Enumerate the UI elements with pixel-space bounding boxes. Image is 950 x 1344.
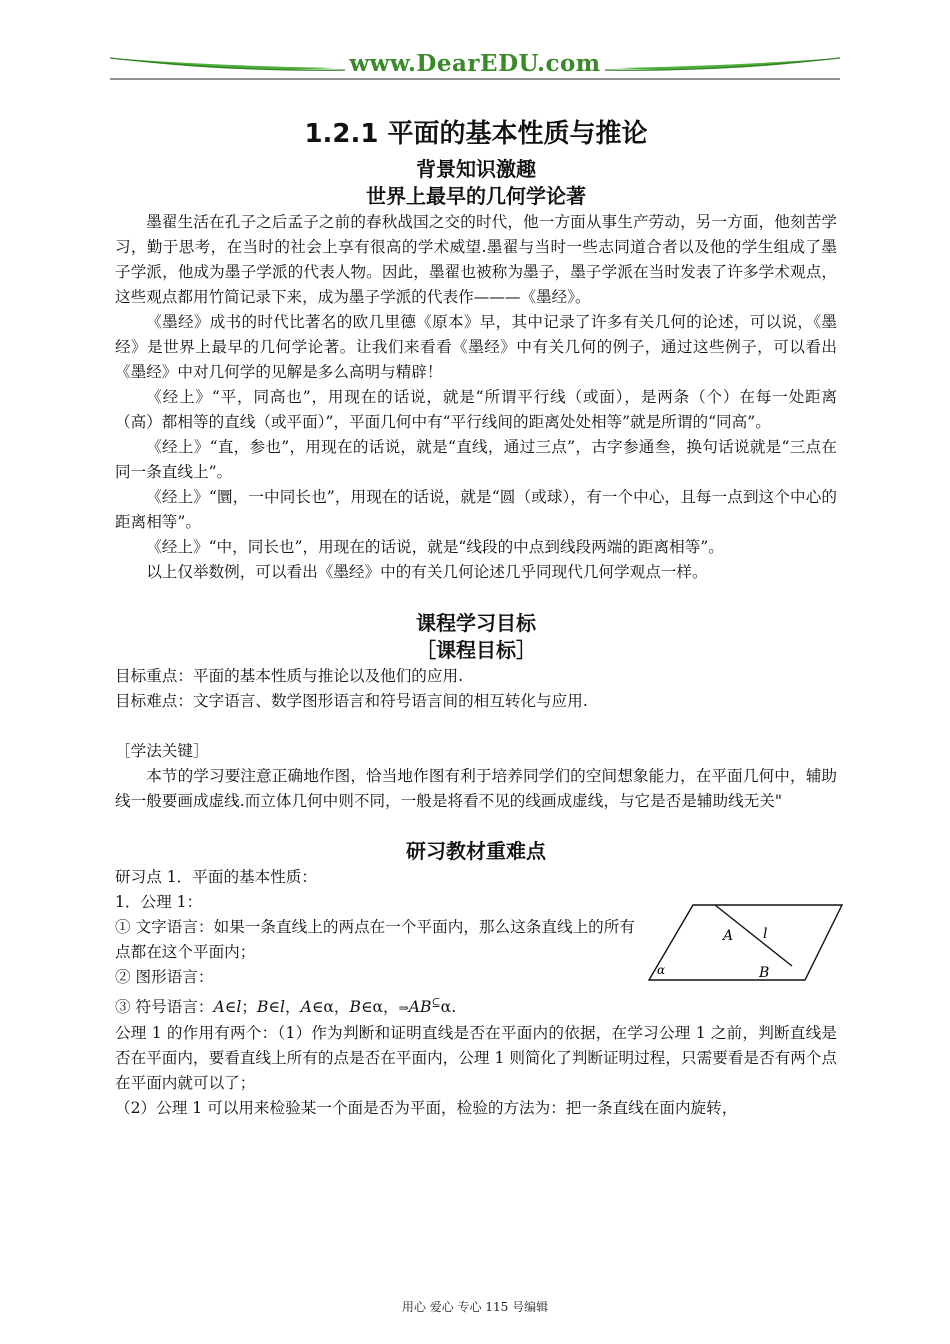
symbol-part: ， (284, 998, 301, 1016)
symbol-part: B (256, 998, 269, 1016)
paragraph-summary: 以上仅举数例，可以看出《墨经》中的有关几何论述几乎同现代几何学观点一样。 (146, 563, 708, 581)
method-label: ［学法关键］ (115, 742, 209, 760)
spacer (115, 714, 837, 739)
spacer (115, 826, 837, 838)
axiom-roles-intro: 公理 1 的作用有两个：（1）作为判断和证明直线是否在平面内的依据，在学习公理 1 之前，判断直线是否在平面内，要看直线上所有的点是否在平面内，公理 1 则简化了判断证明过程，只需要看是否有两个点在平面内就可以了； (115, 1024, 837, 1092)
symbol-part: ∈α， (360, 998, 399, 1016)
symbol-part: l (236, 998, 242, 1016)
section-subheading-goals: ［课程目标］ (416, 638, 536, 662)
symbol-part: A (300, 998, 312, 1016)
symbol-prefix: ③ 符号语言： (115, 998, 214, 1016)
paragraph-zhi: 《经上》“直，参也”，用现在的话说，就是“直线，通过三点”，古字参通叁，换句话说就是“三点在同一条直线上”。 (115, 438, 837, 481)
goal-difficulty: 目标难点：文字语言、数学图形语言和符号语言间的相互转化与应用. (115, 692, 588, 710)
section-heading-goals: 课程学习目标 (416, 611, 536, 635)
figure-label-B: B (759, 965, 770, 981)
paragraph-ping: 《经上》“平，同高也”，用现在的话说，就是“所谓平行线（或面），是两条（个）在每一处距离（高）都相等的直线（或平面）”，平面几何中有“平行线间的距离处处相等”就是所谓的“同高”。 (115, 388, 837, 431)
study-point-label: 研习点 1．平面的基本性质： (115, 868, 318, 886)
method-text: 本节的学习要注意正确地作图，恰当地作图有利于培养同学们的空间想象能力，在平面几何中，辅助线一般要画成虚线.而立体几何中则不同，一般是将看不见的线画成虚线，与它是否是辅助线无关" (115, 767, 837, 810)
axiom-text-language: ① 文字语言：如果一条直线上的两点在一个平面内，那么这条直线上的所有点都在这个平面内； (115, 918, 635, 961)
plane-line-figure (643, 904, 843, 982)
goal-focus: 目标重点：平面的基本性质与推论以及他们的应用. (115, 667, 464, 685)
paragraph-mozi-intro: 墨翟生活在孔子之后孟子之前的春秋战国之交的时代，他一方面从事生产劳动，另一方面，他刻苦学习，勤于思考，在当时的社会上享有很高的学术威望.墨翟与当时一些志同道合者以及他的学生组成了墨子学派，他成为墨子学派的代表人物。因此，墨翟也被称为墨子，墨子学派在当时发表了许多学术观点，这些观点都用竹简记录下来，成为墨子学派的代表作———《墨经》。 (115, 213, 837, 306)
axiom-graph-language: ② 图形语言： (115, 968, 214, 986)
symbol-part: A (213, 998, 225, 1016)
implies-symbol: ⇒ (398, 1001, 409, 1015)
figure-label-alpha: α (657, 963, 666, 977)
figure-label-A: A (723, 928, 734, 944)
page-footer: 用心 爱心 专心 115 号编辑 (401, 1300, 549, 1314)
spacer (115, 585, 837, 610)
paragraph-yuan: 《经上》“圜，一中同长也”，用现在的话说，就是“圆（或球），有一个中心，且每一点到这个中心的距离相等”。 (115, 488, 837, 531)
figure-label-l: l (763, 926, 768, 942)
section-subheading-earliest: 世界上最早的几何学论著 (366, 184, 586, 208)
page-header (110, 48, 840, 86)
symbol-part: l (279, 998, 285, 1016)
axiom-label: 1．公理 1： (115, 893, 203, 911)
paragraph-zhong: 《经上》“中，同长也”，用现在的话说，就是“线段的中点到线段两端的距离相等”。 (146, 538, 724, 556)
section-heading-background: 背景知识激趣 (416, 157, 536, 181)
subset-symbol: ⊆ (431, 996, 441, 1009)
symbol-part: B (349, 998, 361, 1016)
axiom-block (115, 890, 837, 1021)
symbol-part: AB (408, 998, 432, 1016)
document-body (115, 112, 837, 1121)
plane-alpha (649, 905, 842, 980)
site-logo[interactable]: www.DearEDU.com (349, 50, 601, 77)
symbol-part: ∈ (268, 998, 280, 1016)
symbol-part: α. (440, 998, 457, 1016)
symbol-part: ∈α， (311, 998, 350, 1016)
axiom-symbol-language (115, 990, 837, 1021)
axiom-roles-2: （2）公理 1 可以用来检验某一个面是否为平面，检验的方法为：把一条直线在面内旋转， (115, 1099, 738, 1117)
symbol-part: ； (241, 998, 257, 1016)
section-heading-study: 研习教材重难点 (406, 839, 546, 863)
spacer (115, 814, 837, 826)
page-title: 1.2.1 平面的基本性质与推论 (304, 119, 648, 149)
symbol-part: ∈ (224, 998, 237, 1016)
paragraph-mojing: 《墨经》成书的时代比著名的欧几里德《原本》早，其中记录了许多有关几何的论述，可以说，《墨经》是世界上最早的几何学论著。让我们来看看《墨经》中有关几何的例子，通过这些例子，可以看出《墨经》中对几何学的见解是多么高明与精辟！ (115, 313, 837, 381)
